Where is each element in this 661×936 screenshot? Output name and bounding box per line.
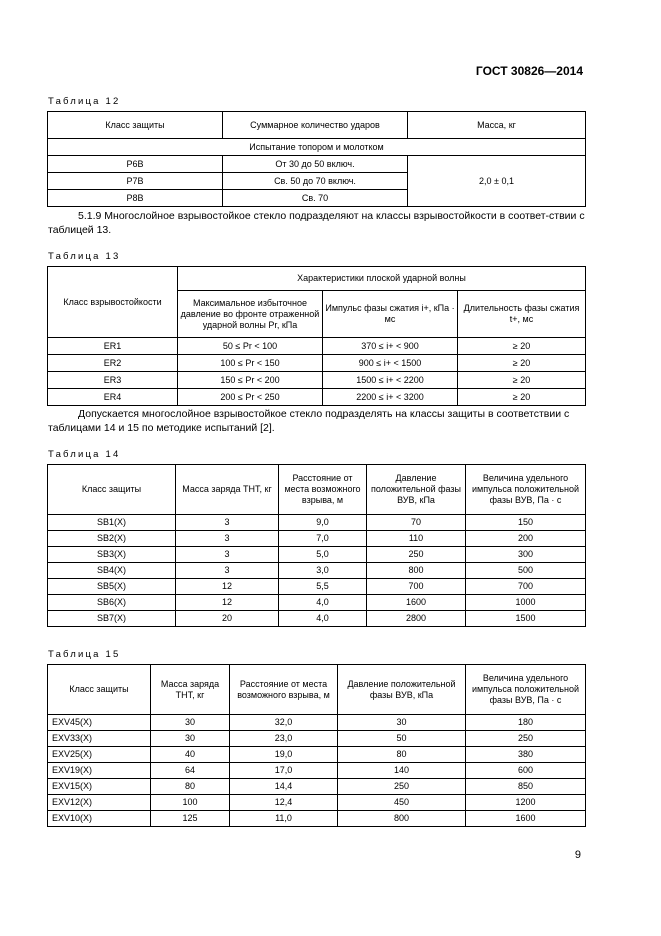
page-number: 9 (574, 849, 581, 861)
col-header: Максимальное избыточное давление во фронте отраженной ударной волны Pr, кПа (178, 291, 323, 338)
table-cell: 1000 (466, 595, 586, 611)
table-12 (47, 111, 586, 207)
table-cell: 110 (367, 531, 466, 547)
table-cell: 900 ≤ i+ < 1500 (323, 355, 458, 372)
table-cell: 4,0 (279, 611, 367, 627)
table-cell: EXV33(X) (48, 731, 151, 747)
col-header: Величина удельного импульса положительной фазы ВУВ, Па · с (466, 665, 586, 715)
table-cell: 80 (338, 747, 466, 763)
table-cell: 20 (176, 611, 279, 627)
table-cell: 23,0 (230, 731, 338, 747)
table-cell: SB7(X) (48, 611, 176, 627)
table-row (48, 715, 586, 731)
table-row (48, 763, 586, 779)
table-cell: 3 (176, 547, 279, 563)
table-cell: 3 (176, 515, 279, 531)
table-cell: 1600 (466, 811, 586, 827)
col-header: Масса заряда ТНТ, кг (151, 665, 230, 715)
table-cell: SB5(X) (48, 579, 176, 595)
table-cell: 3,0 (279, 563, 367, 579)
table-cell: 64 (151, 763, 230, 779)
table-cell: P6B (48, 156, 223, 173)
col-header: Расстояние от места возможного взрыва, м (230, 665, 338, 715)
table-cell: SB6(X) (48, 595, 176, 611)
table-cell: P8B (48, 190, 223, 207)
table-cell: 1200 (466, 795, 586, 811)
table-cell: ≥ 20 (458, 389, 586, 406)
table-cell: EXV25(X) (48, 747, 151, 763)
table-row (48, 531, 586, 547)
table-row (48, 579, 586, 595)
table-cell: 700 (466, 579, 586, 595)
table-cell: EXV45(X) (48, 715, 151, 731)
table-cell: 250 (338, 779, 466, 795)
table-cell: 5,0 (279, 547, 367, 563)
table-cell: 12,4 (230, 795, 338, 811)
table-cell: 370 ≤ i+ < 900 (323, 338, 458, 355)
table-cell: 1500 (466, 611, 586, 627)
col-header: Суммарное количество ударов (223, 112, 408, 139)
table-row (48, 595, 586, 611)
table-cell: 1500 ≤ i+ < 2200 (323, 372, 458, 389)
table-cell: EXV15(X) (48, 779, 151, 795)
col-header: Класс взрывостойкости (48, 267, 178, 338)
table-cell: 32,0 (230, 715, 338, 731)
table-cell: От 30 до 50 включ. (223, 156, 408, 173)
table-cell: 100 (151, 795, 230, 811)
table-cell: 40 (151, 747, 230, 763)
table-cell: Св. 50 до 70 включ. (223, 173, 408, 190)
table-cell: 300 (466, 547, 586, 563)
table-cell: 140 (338, 763, 466, 779)
table-cell: 30 (151, 715, 230, 731)
table-cell: 5,5 (279, 579, 367, 595)
table-cell: 850 (466, 779, 586, 795)
table-row (48, 795, 586, 811)
table-cell: 19,0 (230, 747, 338, 763)
table-cell: ER1 (48, 338, 178, 355)
table-cell: 800 (367, 563, 466, 579)
table-cell: 3 (176, 531, 279, 547)
table-cell: 7,0 (279, 531, 367, 547)
table-cell: 125 (151, 811, 230, 827)
table-cell: 800 (338, 811, 466, 827)
table-cell: 100 ≤ Pr < 150 (178, 355, 323, 372)
paragraph-5-1-9: 5.1.9 Многослойное взрывостойкое стекло подразделяют на классы взрывостойкости в соответ-ствии с таблицей 13. (48, 210, 585, 236)
col-header: Расстояние от места возможного взрыва, м (279, 465, 367, 515)
table-cell: 14,4 (230, 779, 338, 795)
col-header: Класс защиты (48, 112, 223, 139)
table-cell: 250 (367, 547, 466, 563)
col-header: Давление положительной фазы ВУВ, кПа (338, 665, 466, 715)
col-header: Давление положительной фазы ВУВ, кПа (367, 465, 466, 515)
paragraph-note: Допускается многослойное взрывостойкое стекло подразделять на классы защиты в соответствии с таблицами 14 и 15 по методике испытаний [2]. (48, 408, 570, 434)
table-cell: 17,0 (230, 763, 338, 779)
table-cell: 70 (367, 515, 466, 531)
table-cell: ER3 (48, 372, 178, 389)
table-cell: 2200 ≤ i+ < 3200 (323, 389, 458, 406)
table-cell: 4,0 (279, 595, 367, 611)
mass-cell: 2,0 ± 0,1 (408, 156, 586, 207)
table-14 (47, 464, 586, 627)
table-cell: ER2 (48, 355, 178, 372)
col-group-header: Характеристики плоской ударной волны (178, 267, 586, 291)
table14-label: Таблица 14 (48, 449, 121, 460)
standard-header: ГОСТ 30826—2014 (475, 64, 583, 78)
col-header: Масса заряда ТНТ, кг (176, 465, 279, 515)
col-header: Класс защиты (48, 665, 151, 715)
table-cell: ≥ 20 (458, 372, 586, 389)
col-header: Импульс фазы сжатия i+, кПа · мс (323, 291, 458, 338)
table-cell: 3 (176, 563, 279, 579)
col-header: Масса, кг (408, 112, 586, 139)
table-cell: 9,0 (279, 515, 367, 531)
table-row (48, 779, 586, 795)
table-cell: 50 ≤ Pr < 100 (178, 338, 323, 355)
table-cell: ≥ 20 (458, 338, 586, 355)
table-cell: 450 (338, 795, 466, 811)
table-cell: 30 (151, 731, 230, 747)
col-header: Величина удельного импульса положительной фазы ВУВ, Па · с (466, 465, 586, 515)
table-cell: EXV10(X) (48, 811, 151, 827)
table-cell: 380 (466, 747, 586, 763)
table-cell: EXV12(X) (48, 795, 151, 811)
table-cell: 80 (151, 779, 230, 795)
table-row (48, 547, 586, 563)
table-cell: ER4 (48, 389, 178, 406)
table-cell: 250 (466, 731, 586, 747)
table-cell: 200 (466, 531, 586, 547)
table-cell: 600 (466, 763, 586, 779)
table-row (48, 747, 586, 763)
table-cell: 150 (466, 515, 586, 531)
table-cell: SB4(X) (48, 563, 176, 579)
table-cell: 180 (466, 715, 586, 731)
col-header: Длительность фазы сжатия t+, мс (458, 291, 586, 338)
table-cell: SB3(X) (48, 547, 176, 563)
table-row (48, 611, 586, 627)
table-cell: 2800 (367, 611, 466, 627)
table-cell: 200 ≤ Pr < 250 (178, 389, 323, 406)
table12-label: Таблица 12 (48, 96, 121, 107)
table-row (48, 515, 586, 531)
table-cell: ≥ 20 (458, 355, 586, 372)
table-15 (47, 664, 586, 827)
table-cell: 50 (338, 731, 466, 747)
table-cell: 1600 (367, 595, 466, 611)
section-row: Испытание топором и молотком (48, 139, 586, 156)
table-cell: P7B (48, 173, 223, 190)
table-row (48, 563, 586, 579)
table-cell: 500 (466, 563, 586, 579)
table-row (48, 731, 586, 747)
table-cell: 150 ≤ Pr < 200 (178, 372, 323, 389)
table-cell: SB2(X) (48, 531, 176, 547)
table-cell: 30 (338, 715, 466, 731)
table-cell: 12 (176, 595, 279, 611)
table13-label: Таблица 13 (48, 251, 121, 262)
table-cell: 12 (176, 579, 279, 595)
table-row (48, 811, 586, 827)
table-13 (47, 266, 586, 406)
table-cell: EXV19(X) (48, 763, 151, 779)
table-cell: 11,0 (230, 811, 338, 827)
table-cell: 700 (367, 579, 466, 595)
table-cell: Св. 70 (223, 190, 408, 207)
col-header: Класс защиты (48, 465, 176, 515)
table15-label: Таблица 15 (48, 649, 121, 660)
table-cell: SB1(X) (48, 515, 176, 531)
